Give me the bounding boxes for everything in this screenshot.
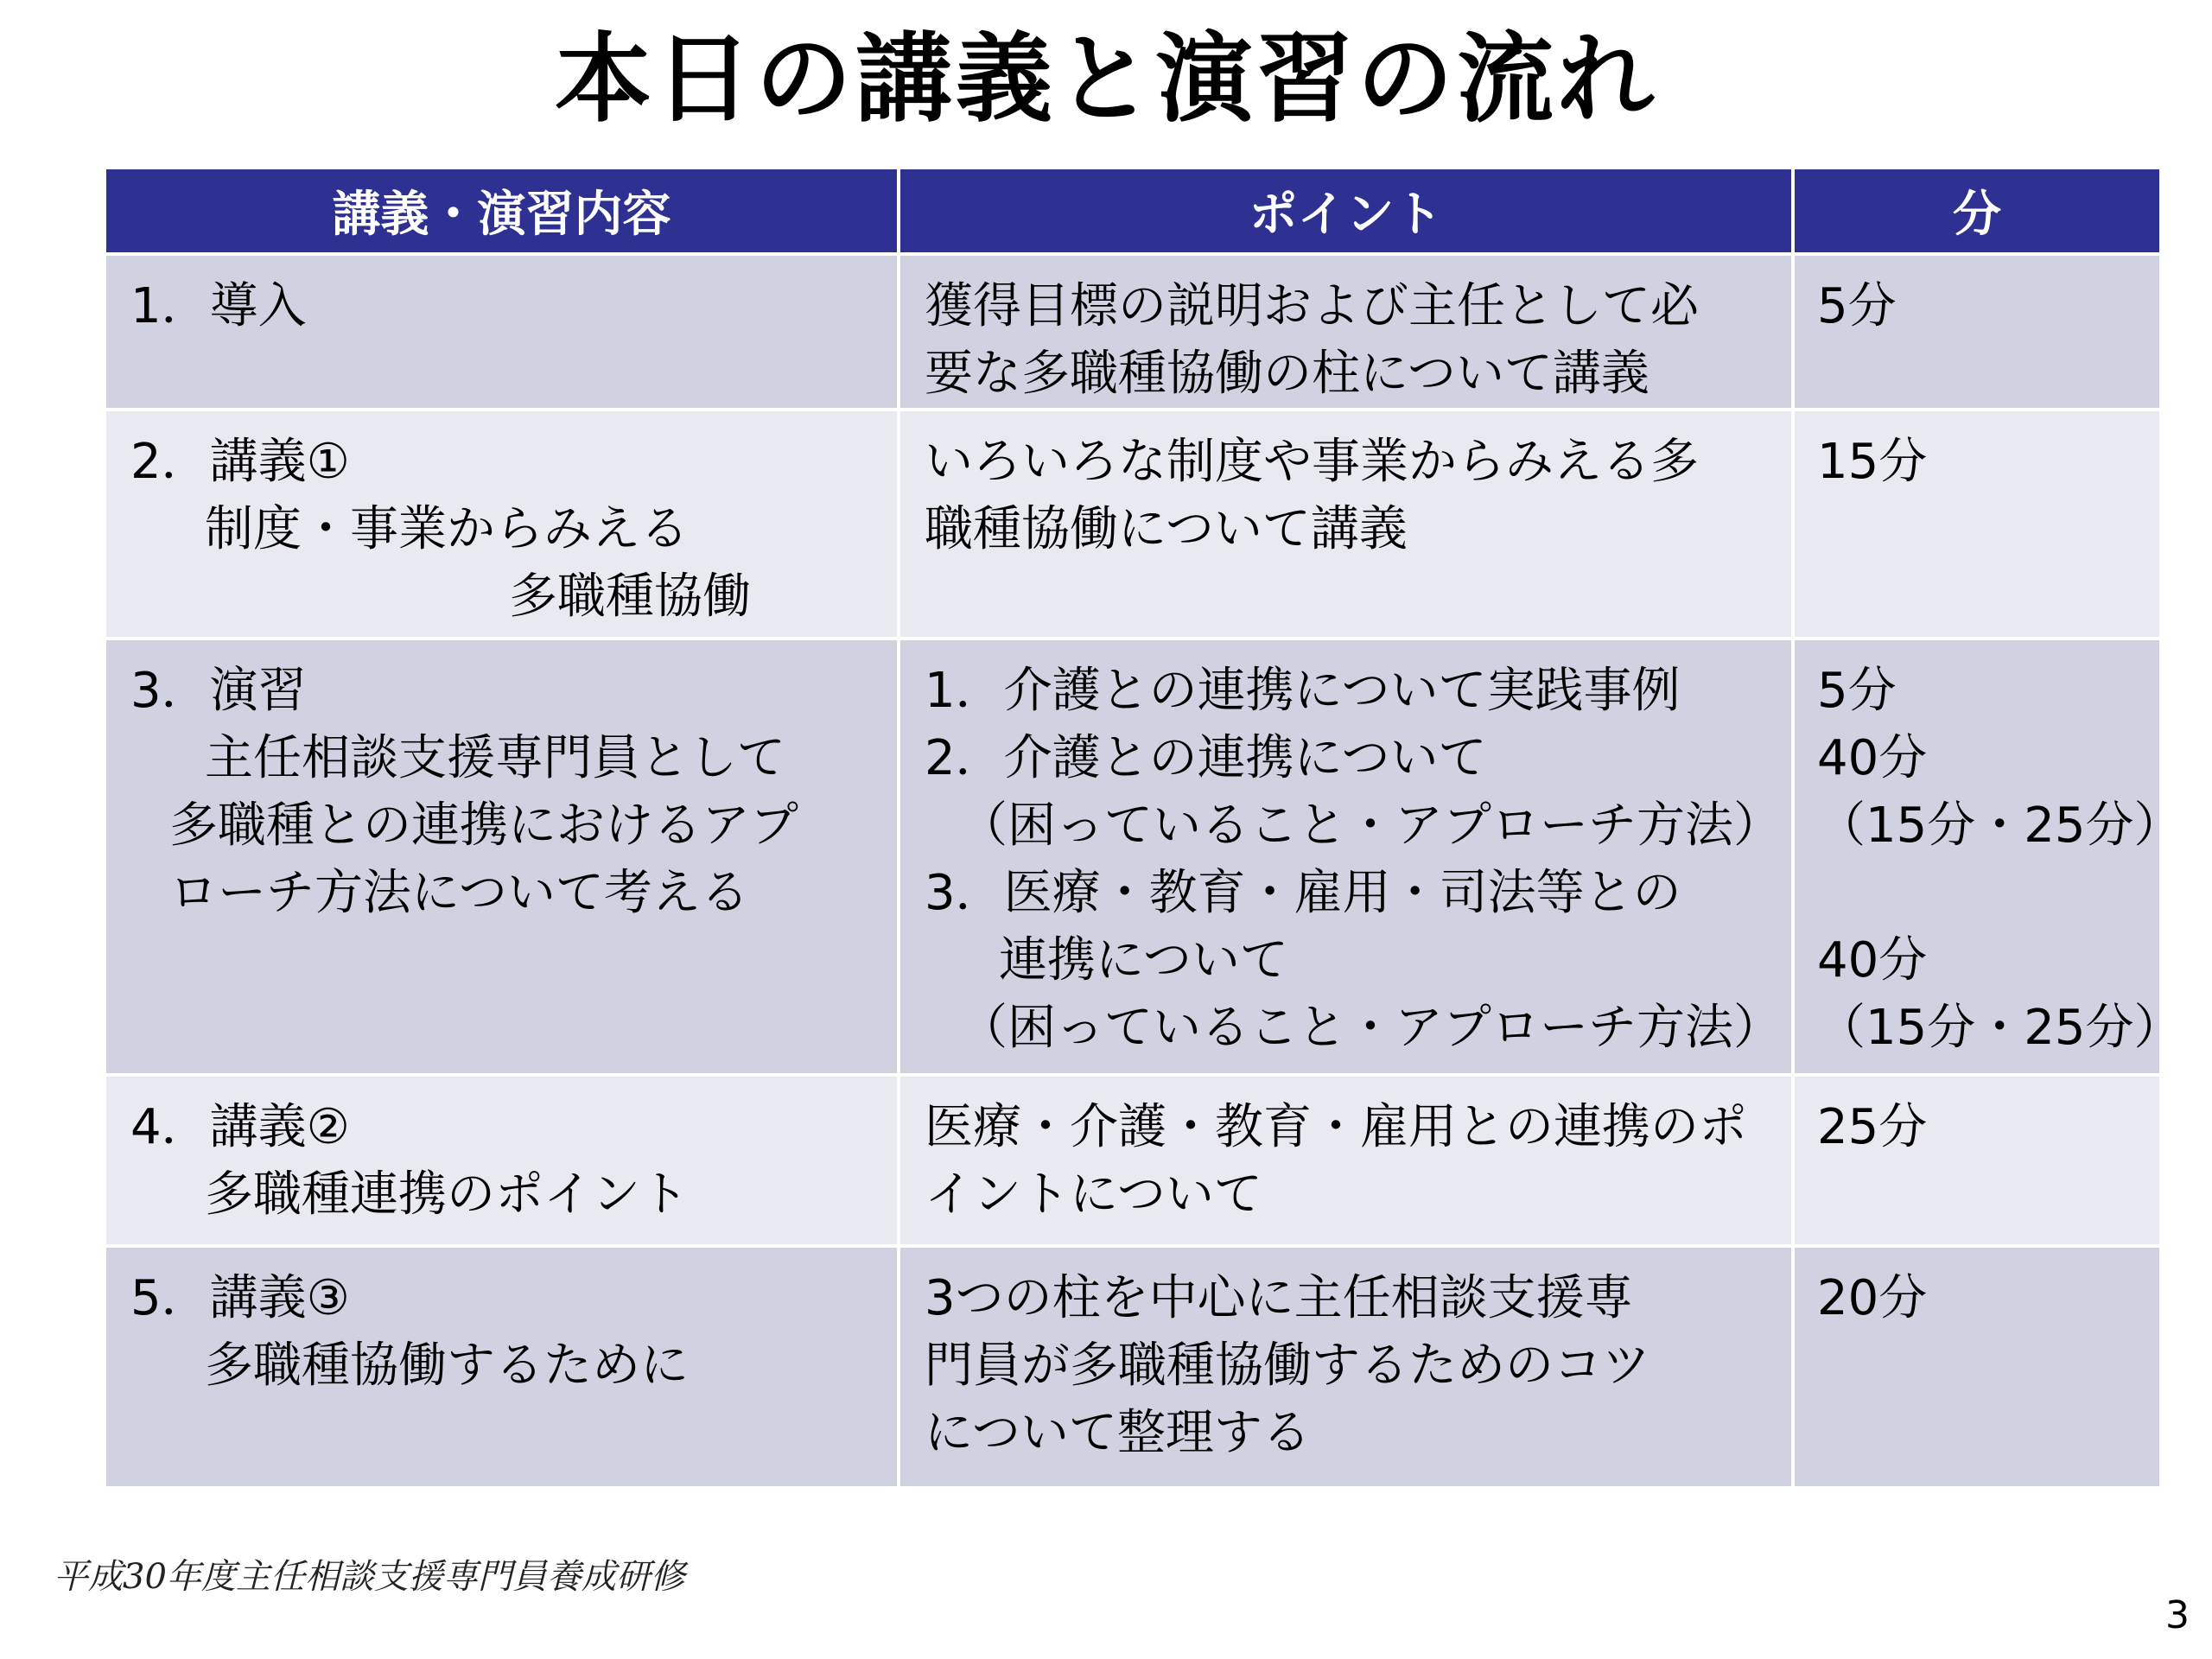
content-line: 多職種協働 [509, 569, 751, 625]
slide-title: 本日の講義と演習の流れ [555, 23, 1657, 136]
minutes-line: 15分 [1817, 434, 1928, 490]
header-minutes: 分 [1795, 169, 2159, 256]
cell-point [900, 1077, 1795, 1248]
table-row [106, 640, 2159, 1077]
point-line: 職種協働について講義 [925, 501, 1408, 557]
content-line: 1．導入 [130, 278, 307, 334]
point-line: 3つの柱を中心に主任相談支援専 [925, 1270, 1633, 1326]
table-row [106, 256, 2159, 411]
point-line: について整理する [925, 1405, 1311, 1461]
minutes-line: 40分 [1817, 932, 1928, 988]
minutes-line: 5分 [1817, 663, 1897, 719]
point-line: （困っていること・アプローチ方法） [959, 798, 1782, 854]
content-line: 多職種連携のポイント [205, 1166, 689, 1223]
header-point: ポイント [900, 169, 1795, 256]
point-line: 要な多職種協働の柱について講義 [925, 346, 1649, 402]
point-line: 1．介護との連携について実践事例 [925, 663, 1681, 719]
content-line: 2．講義① [130, 434, 350, 490]
minutes-line: 40分 [1817, 730, 1928, 786]
cell-minutes [1795, 256, 2159, 411]
cell-minutes [1795, 1077, 2159, 1248]
minutes-line: 20分 [1817, 1270, 1928, 1326]
minutes-line: 25分 [1817, 1099, 1928, 1155]
content-line: 4．講義② [130, 1099, 350, 1155]
point-line: イントについて [925, 1166, 1262, 1223]
cell-minutes [1795, 640, 2183, 1077]
cell-point [900, 640, 1795, 1077]
point-line: 2．介護との連携について [925, 730, 1487, 786]
point-line: （困っていること・アプローチ方法） [959, 1000, 1782, 1056]
cell-content [106, 1248, 900, 1490]
point-line: 連携について [999, 932, 1288, 988]
point-line: 医療・介護・教育・雇用との連携のポ [925, 1099, 1747, 1155]
minutes-line: （15分・25分） [1817, 798, 2183, 854]
cell-content [106, 1077, 900, 1248]
cell-minutes [1795, 411, 2159, 640]
minutes-line [1817, 860, 2142, 927]
cell-point [900, 256, 1795, 411]
minutes-line: 5分 [1817, 278, 1897, 334]
cell-minutes [1795, 1248, 2159, 1490]
content-line: 5．講義③ [130, 1270, 350, 1326]
point-line: 獲得目標の説明および主任として必 [925, 278, 1699, 334]
minutes-line: （15分・25分） [1817, 1000, 2183, 1056]
cell-point [900, 1248, 1795, 1490]
point-line: 3．医療・教育・雇用・司法等との [925, 865, 1681, 921]
table-row [106, 411, 2159, 640]
schedule-table [106, 169, 2183, 1490]
table-header-row [106, 169, 2159, 256]
cell-point [900, 411, 1795, 640]
header-content: 講義・演習内容 [106, 169, 900, 256]
content-line: 主任相談支援専門員として [205, 730, 785, 786]
table-row [106, 1248, 2159, 1490]
page-number: 3 [2165, 1593, 2190, 1637]
content-line: ローチ方法について考える [169, 865, 749, 921]
cell-content [106, 640, 900, 1077]
table-row [106, 1077, 2159, 1248]
cell-content [106, 411, 900, 640]
content-line: 多職種との連携におけるアプ [169, 798, 798, 854]
content-line: 3．演習 [130, 663, 307, 719]
point-line: いろいろな制度や事業からみえる多 [925, 434, 1699, 490]
content-line: 多職種協働するために [205, 1338, 689, 1394]
footer-note: 平成30年度主任相談支援専門員養成研修 [54, 1557, 685, 1597]
content-line: 制度・事業からみえる [205, 501, 689, 557]
cell-content [106, 256, 900, 411]
point-line: 門員が多職種協働するためのコツ [925, 1338, 1650, 1394]
